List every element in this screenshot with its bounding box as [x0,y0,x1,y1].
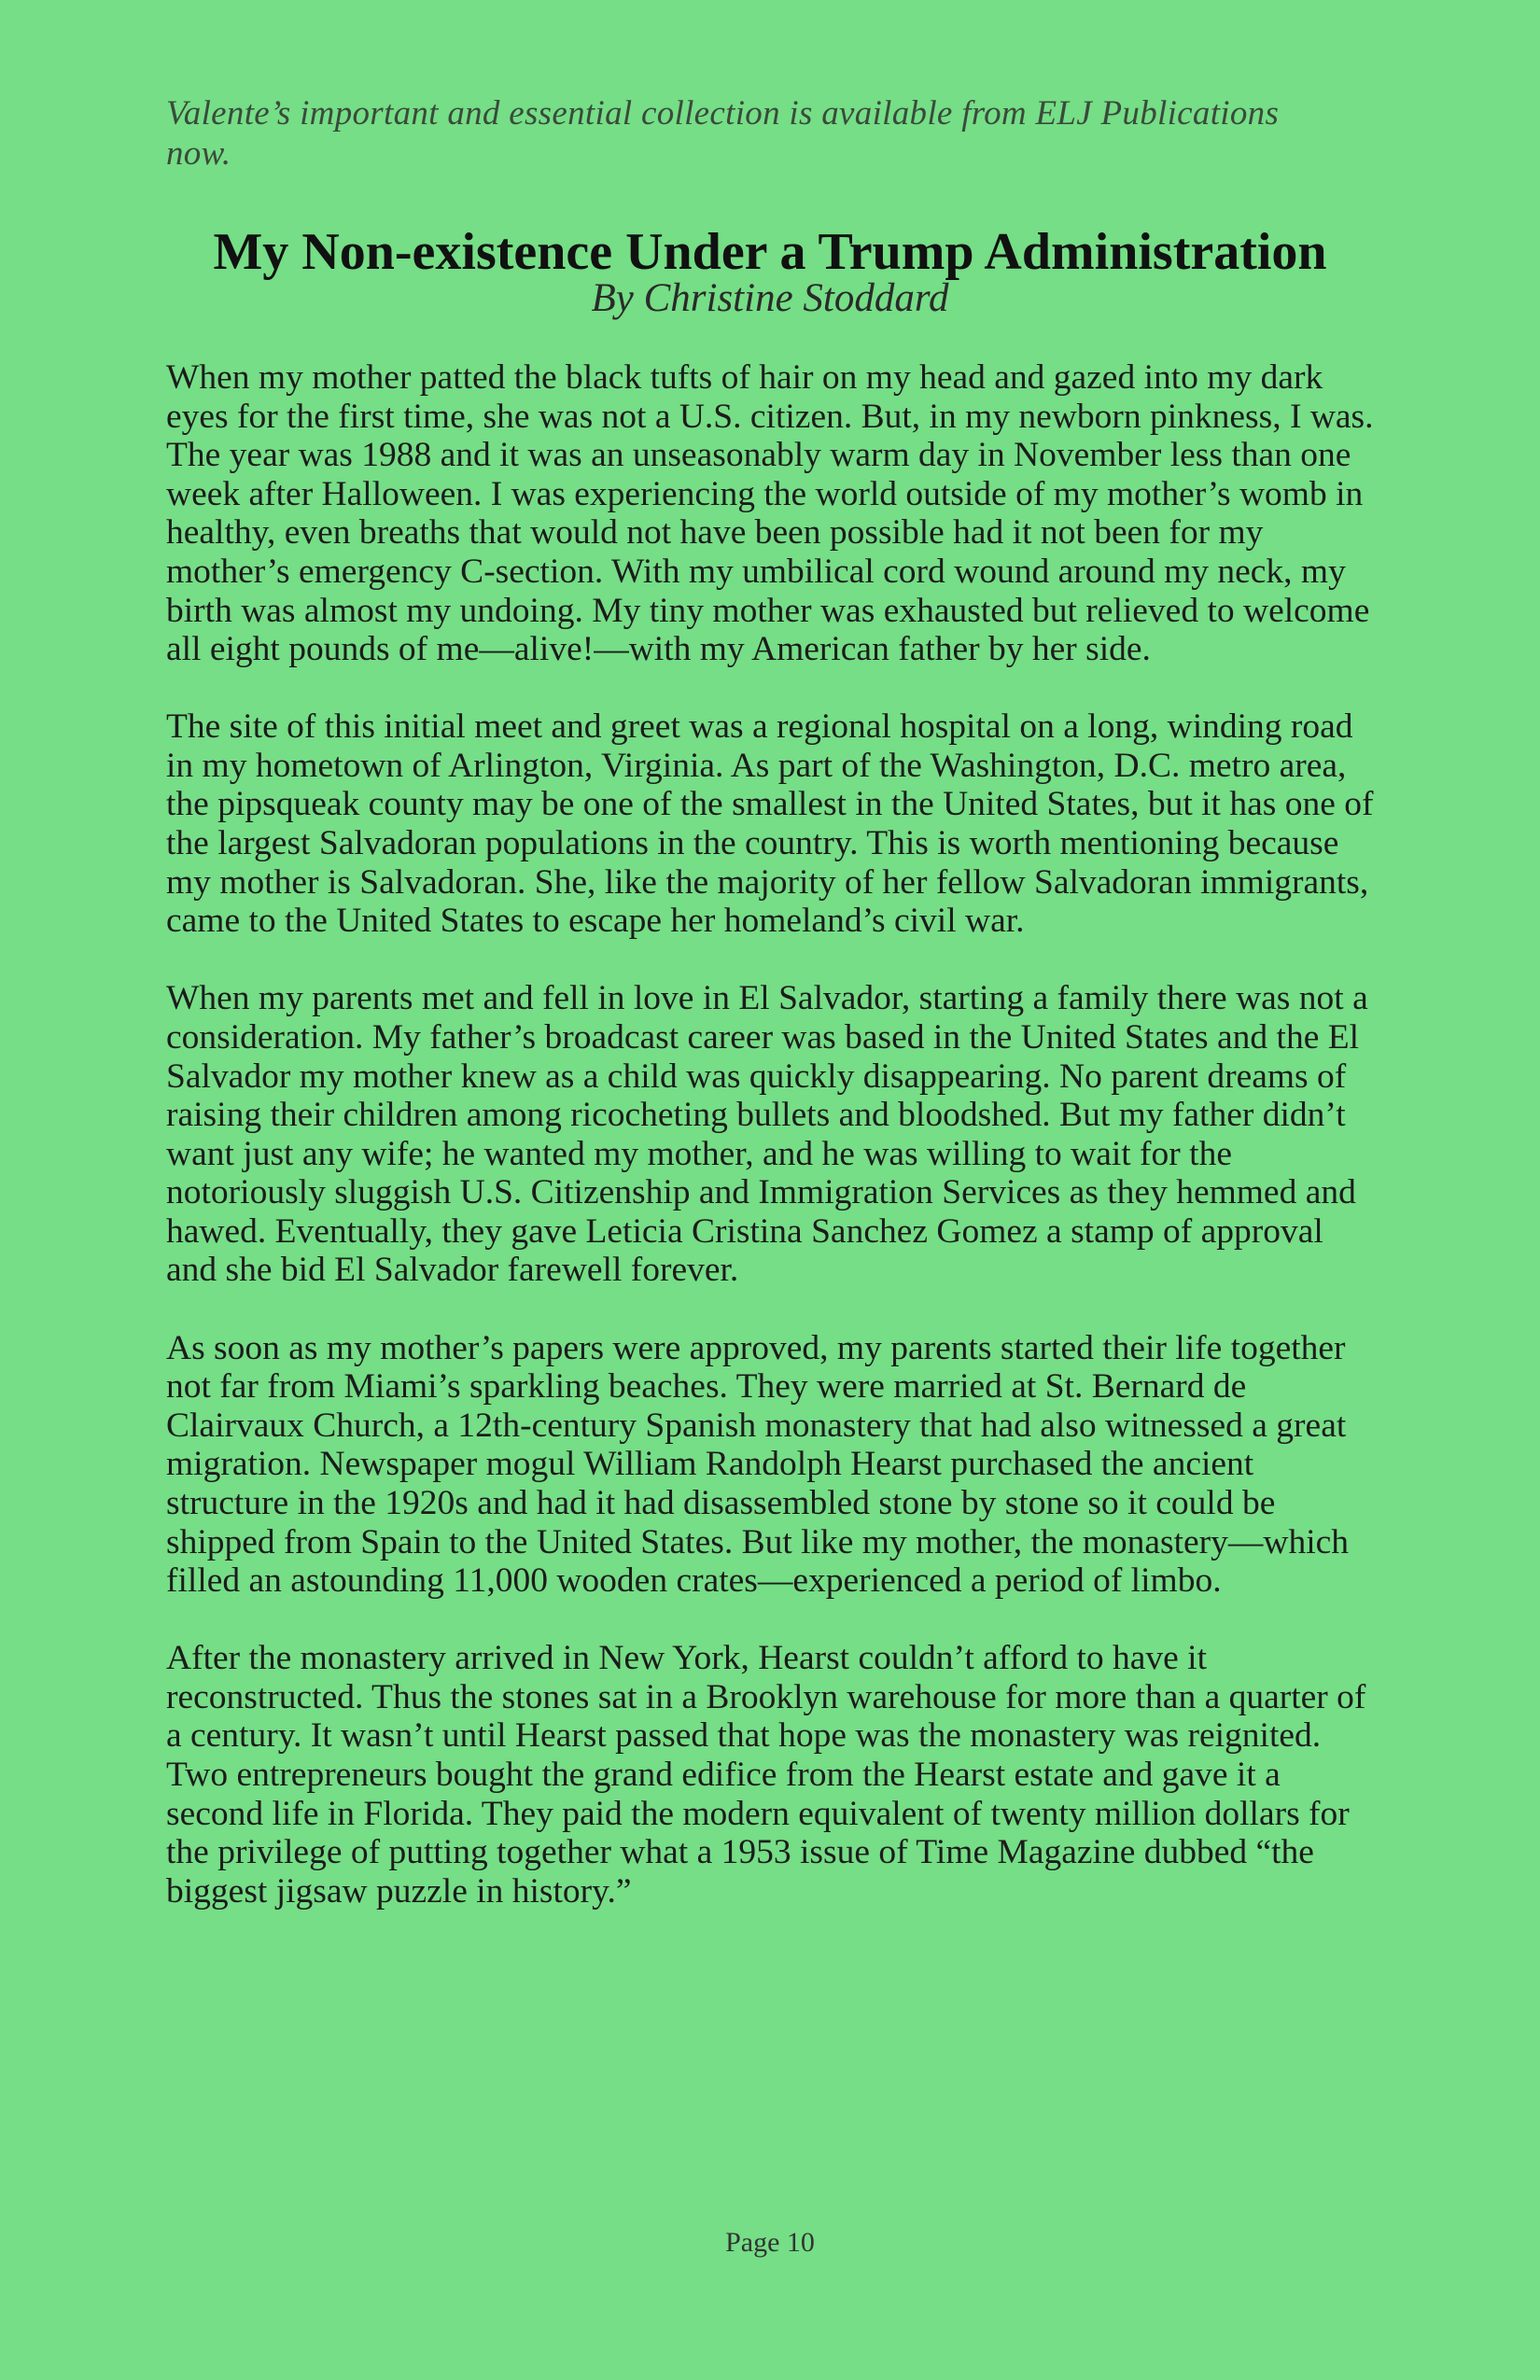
article-paragraph: The site of this initial meet and greet was a regional hospital on a long, winding road in my hometown of Arlington, Virginia. As part of the Washington, D.C. metro area, the pipsqueak county may be one of the smallest in the United States, but it has one of the largest Salvadoran populations in the country. This is worth mentioning because my mother is Salvadoran. She, like the majority of her fellow Salvadoran immigrants, came to the United States to escape her homeland’s civil war. [166,707,1374,941]
page-number: Page 10 [725,2227,815,2258]
intro-note: Valente’s important and essential collection is available from ELJ Publications now. [166,94,1280,173]
article-paragraph: When my mother patted the black tufts of hair on my head and gazed into my dark eyes for the first time, she was not a U.S. citizen. But, in my newborn pinkness, I was. The year was 1988 and it was an unseasonably warm day in November less than one week after Halloween. I was experiencing the world outside of my mother’s womb in healthy, even breaths that would not have been possible had it not been for my mother’s emergency C-section. With my umbilical cord wound around my neck, my birth was almost my undoing. My tiny mother was exhausted but relieved to welcome all eight pounds of me—alive!—with my American father by her side. [166,358,1374,669]
article-paragraph: After the monastery arrived in New York, Hearst couldn’t afford to have it reconstructed. Thus the stones sat in a Brooklyn warehouse for more than a quarter of a century. It wasn’t until Hearst passed that hope was the monastery was reignited. Two entrepreneurs bought the grand edifice from the Hearst estate and gave it a second life in Florida. They paid the modern equivalent of twenty million dollars for the privilege of putting together what a 1953 issue of Time Magazine dubbed “the biggest jigsaw puzzle in history.” [166,1639,1366,1911]
article-title: My Non-existence Under a Trump Administration [213,223,1327,281]
article-byline: By Christine Stoddard [591,276,949,320]
article-paragraph: As soon as my mother’s papers were approved, my parents started their life together not far from Miami’s sparkling beaches. They were married at St. Bernard de Clairvaux Church, a 12th-century Spanish monastery that had also witnessed a great migration. Newspaper mogul William Randolph Hearst purchased the ancient structure in the 1920s and had it had disassembled stone by stone so it could be shipped from Spain to the United States. But like my mother, the monastery—which filled an astounding 11,000 wooden crates—experienced a period of limbo. [166,1328,1350,1601]
article-paragraph: When my parents met and fell in love in El Salvador, starting a family there was not a consideration. My father’s broadcast career was based in the United States and the El Salvador my mother knew as a child was quickly disappearing. No parent dreams of raising their children among ricocheting bullets and bloodshed. But my father didn’t want just any wife; he wanted my mother, and he was willing to wait for the notoriously sluggish U.S. Citizenship and Immigration Services as they hemmed and hawed. Eventually, they gave Leticia Cristina Sanchez Gomez a stamp of approval and she bid El Salvador farewell forever. [166,979,1368,1290]
article-body [166,358,1379,1950]
